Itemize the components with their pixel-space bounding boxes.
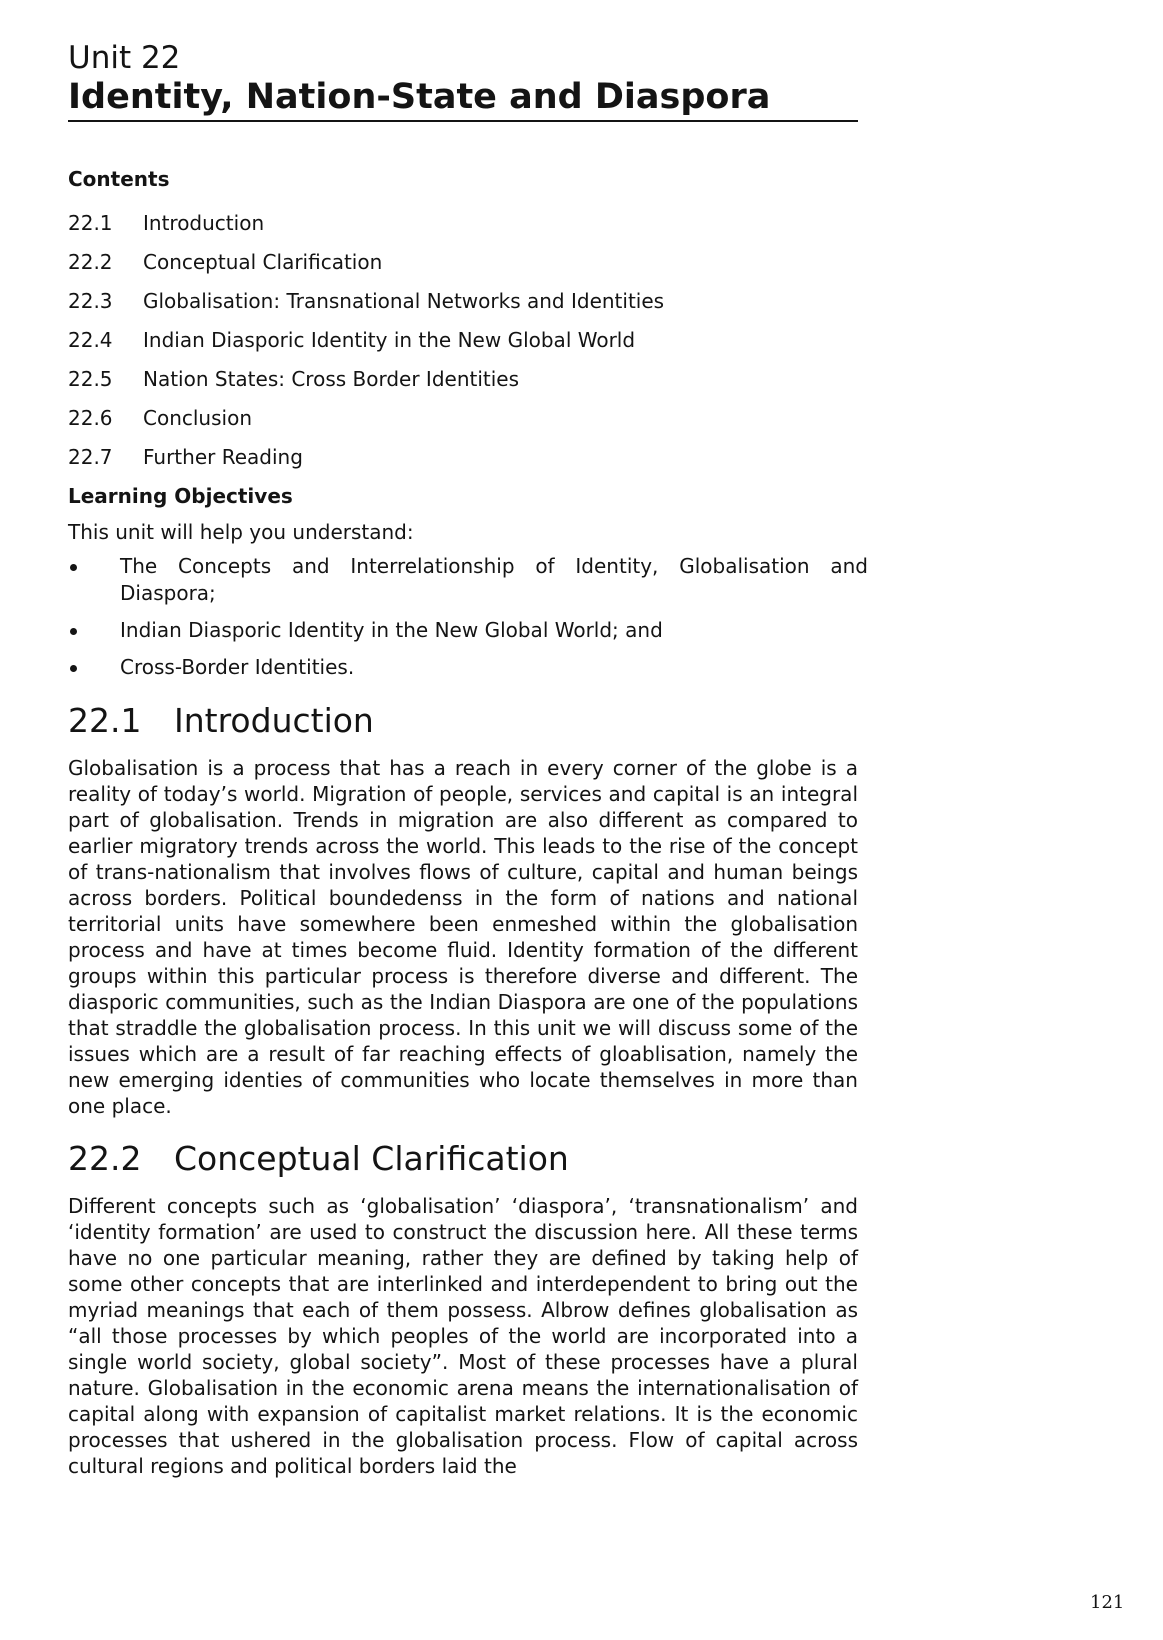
objective-text: Cross-Border Identities. <box>120 655 355 679</box>
toc-item <box>68 204 868 243</box>
toc-item-number: 22.6 <box>68 406 113 430</box>
toc-item-number: 22.1 <box>68 211 113 235</box>
introduction-paragraph: Globalisation is a process that has a reach in every corner of the globe is a reality of today’s world. Migration of people, services and capital is an integral part of globalisation. Trends in migration are also different as compared to earlier migratory trends across the world. This leads to the rise of the concept of trans-nationalism that involves flows of culture, capital and human beings across borders. Political boundedenss in the form of nations and national territorial units have somewhere been enmeshed within the globalisation process and have at times become fluid. Identity formation of the different groups within this particular process is therefore diverse and different. The diasporic communities, such as the Indian Diaspora are one of the populations that straddle the globalisation process. In this unit we will discuss some of the issues which are a result of far reaching effects of gloablisation, namely the new emerging identies of communities who locate themselves in more than one place. <box>68 756 858 1118</box>
toc-item-label: Conceptual Clarification <box>143 250 383 274</box>
section-title: Conceptual Clarification <box>174 1139 569 1178</box>
learning-objectives-list <box>68 553 868 681</box>
toc-item <box>68 282 868 321</box>
learning-objectives-heading: Learning Objectives <box>68 484 293 508</box>
unit-title: Identity, Nation-State and Diaspora <box>68 76 858 122</box>
toc-item <box>68 321 868 360</box>
toc-item <box>68 399 868 438</box>
bullet-icon <box>70 628 77 635</box>
section-heading-introduction <box>68 701 868 741</box>
toc-item-label: Further Reading <box>143 445 303 469</box>
contents-heading: Contents <box>68 167 170 191</box>
document-page <box>68 40 868 1479</box>
objective-item <box>68 654 868 681</box>
toc-item <box>68 438 868 477</box>
conceptual-clarification-paragraph: Different concepts such as ‘globalisation’ ‘diaspora’, ‘transnationalism’ and ‘identity formation’ are used to construct the discussion here. All these terms have no one particular meaning, rather they are defined by taking help of some other concepts that are interlinked and interdependent to bring out the myriad meanings that each of them possess. Albrow defines globalisation as “all those processes by which peoples of the world are incorporated into a single world society, global society”. Most of these processes have a plural nature. Globalisation in the economic arena means the internationalisation of capital along with expansion of capitalist market relations. It is the economic processes that ushered in the globalisation process. Flow of capital across cultural regions and political borders laid the <box>68 1194 858 1478</box>
section-heading-conceptual-clarification <box>68 1139 868 1179</box>
toc-item-number: 22.5 <box>68 367 113 391</box>
objective-item <box>68 617 868 644</box>
bullet-icon <box>70 564 77 571</box>
learning-objectives-intro: This unit will help you understand: <box>68 520 414 544</box>
objective-item <box>68 553 868 607</box>
toc-item-number: 22.2 <box>68 250 113 274</box>
section-title: Introduction <box>174 701 374 740</box>
section-number: 22.2 <box>68 1139 142 1178</box>
bullet-icon <box>70 665 77 672</box>
toc-item-number: 22.3 <box>68 289 113 313</box>
unit-label: Unit 22 <box>68 40 181 76</box>
toc-item-label: Nation States: Cross Border Identities <box>143 367 520 391</box>
toc-item-number: 22.4 <box>68 328 113 352</box>
toc-item-label: Introduction <box>143 211 265 235</box>
toc-item-label: Indian Diasporic Identity in the New Global World <box>143 328 636 352</box>
toc-item <box>68 360 868 399</box>
toc-item-label: Globalisation: Transnational Networks and Identities <box>143 289 665 313</box>
objective-text: Indian Diasporic Identity in the New Global World; and <box>120 618 663 642</box>
page-number: 121 <box>1090 1592 1125 1613</box>
objective-text: The Concepts and Interrelationship of Identity, Globalisation and Diaspora; <box>120 554 868 605</box>
toc-item-label: Conclusion <box>143 406 252 430</box>
toc-item <box>68 243 868 282</box>
toc-item-number: 22.7 <box>68 445 113 469</box>
table-of-contents <box>68 204 868 477</box>
section-number: 22.1 <box>68 701 142 740</box>
